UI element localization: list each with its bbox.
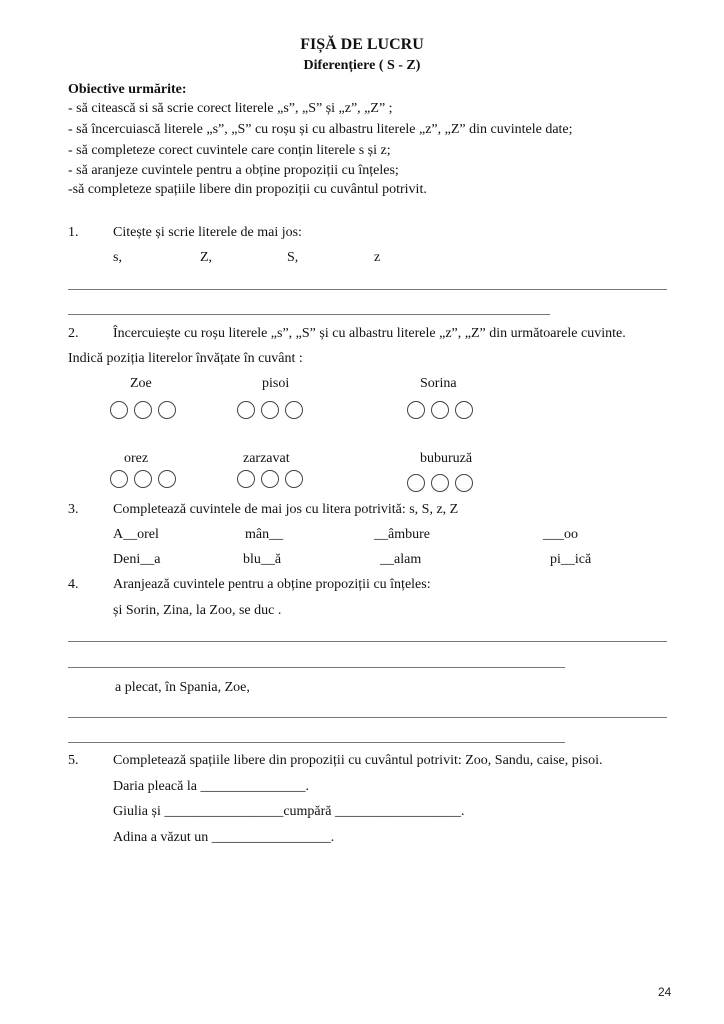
word-label: zarzavat [243, 451, 290, 466]
position-circle[interactable] [110, 470, 128, 488]
letter-item: s, [113, 250, 122, 265]
fill-word[interactable]: mân__ [245, 527, 284, 542]
position-circle[interactable] [134, 401, 152, 419]
word-label: Zoe [130, 376, 152, 391]
position-circle[interactable] [407, 474, 425, 492]
answer-line[interactable] [68, 314, 550, 315]
answer-line[interactable] [68, 289, 667, 290]
position-circle[interactable] [134, 470, 152, 488]
position-circle[interactable] [237, 470, 255, 488]
exercise-1-instruction: Citește și scrie literele de mai jos: [113, 225, 302, 240]
position-circle[interactable] [285, 401, 303, 419]
position-circle[interactable] [455, 401, 473, 419]
fill-word[interactable]: ___oo [543, 527, 578, 542]
position-circle[interactable] [431, 401, 449, 419]
fill-word[interactable]: Deni__a [113, 552, 161, 567]
position-circle[interactable] [158, 401, 176, 419]
fill-word[interactable]: A__orel [113, 527, 159, 542]
word-label: pisoi [262, 376, 290, 391]
letter-item: z [374, 250, 381, 265]
position-circle[interactable] [261, 401, 279, 419]
exercise-2-sub-instruction: Indică poziția literelor învățate în cuvânt : [68, 351, 303, 366]
position-circle[interactable] [285, 470, 303, 488]
fill-word[interactable]: pi__ică [550, 552, 592, 567]
exercise-3-instruction: Completează cuvintele de mai jos cu litera potrivită: s, S, z, Z [113, 502, 459, 517]
position-circle[interactable] [110, 401, 128, 419]
exercise-4-instruction: Aranjează cuvintele pentru a obține propoziții cu înțeles: [113, 577, 431, 592]
fill-sentence[interactable]: Adina a văzut un _________________. [113, 830, 335, 845]
fill-word[interactable]: __alam [380, 552, 422, 567]
position-circle[interactable] [158, 470, 176, 488]
word-label: Sorina [420, 376, 457, 391]
page-title: FIȘĂ DE LUCRU [300, 36, 424, 53]
page-subtitle: Diferențiere ( S - Z) [303, 58, 421, 73]
fill-word[interactable]: __âmbure [374, 527, 430, 542]
exercise-2-instruction: Încercuiește cu roșu literele „s”, „S” și cu albastru literele „z”, „Z” din următoarele cuvinte. [113, 326, 626, 341]
fill-sentence[interactable]: Giulia și _________________cumpără __________________. [113, 804, 465, 819]
answer-line[interactable] [68, 717, 667, 718]
scrambled-sentence: și Sorin, Zina, la Zoo, se duc . [113, 603, 282, 618]
letter-item: S, [287, 250, 299, 265]
exercise-5-number: 5. [68, 753, 79, 768]
exercise-5-instruction: Completează spațiile libere din propoziții cu cuvântul potrivit: Zoo, Sandu, caise, pisoi. [113, 753, 603, 768]
answer-line[interactable] [68, 641, 667, 642]
objectives-heading: Obiective urmărite: [68, 82, 187, 97]
objective-item: - să aranjeze cuvintele pentru a obține propoziții cu înțeles; [68, 163, 399, 178]
scrambled-sentence: a plecat, în Spania, Zoe, [115, 680, 250, 695]
word-label: orez [124, 451, 149, 466]
position-circle[interactable] [431, 474, 449, 492]
page-number: 24 [658, 985, 672, 999]
answer-line[interactable] [68, 667, 565, 668]
position-circle[interactable] [455, 474, 473, 492]
objective-item: -să completeze spațiile libere din propoziții cu cuvântul potrivit. [68, 182, 427, 197]
exercise-2-number: 2. [68, 326, 79, 341]
objective-item: - să încercuiască literele „s”, „S” cu roșu și cu albastru literele „z”, „Z” din cuvintele date; [68, 122, 573, 137]
position-circle[interactable] [237, 401, 255, 419]
answer-line[interactable] [68, 742, 565, 743]
letter-item: Z, [200, 250, 213, 265]
objective-item: - să citească si să scrie corect literele „s”, „S” și „z”, „Z” ; [68, 101, 393, 116]
exercise-1-number: 1. [68, 225, 79, 240]
exercise-3-number: 3. [68, 502, 79, 517]
exercise-4-number: 4. [68, 577, 79, 592]
fill-word[interactable]: blu__ă [243, 552, 282, 567]
word-label: buburuză [420, 451, 473, 466]
objective-item: - să completeze corect cuvintele care conțin literele s și z; [68, 143, 391, 158]
fill-sentence[interactable]: Daria pleacă la _______________. [113, 779, 309, 794]
position-circle[interactable] [261, 470, 279, 488]
position-circle[interactable] [407, 401, 425, 419]
